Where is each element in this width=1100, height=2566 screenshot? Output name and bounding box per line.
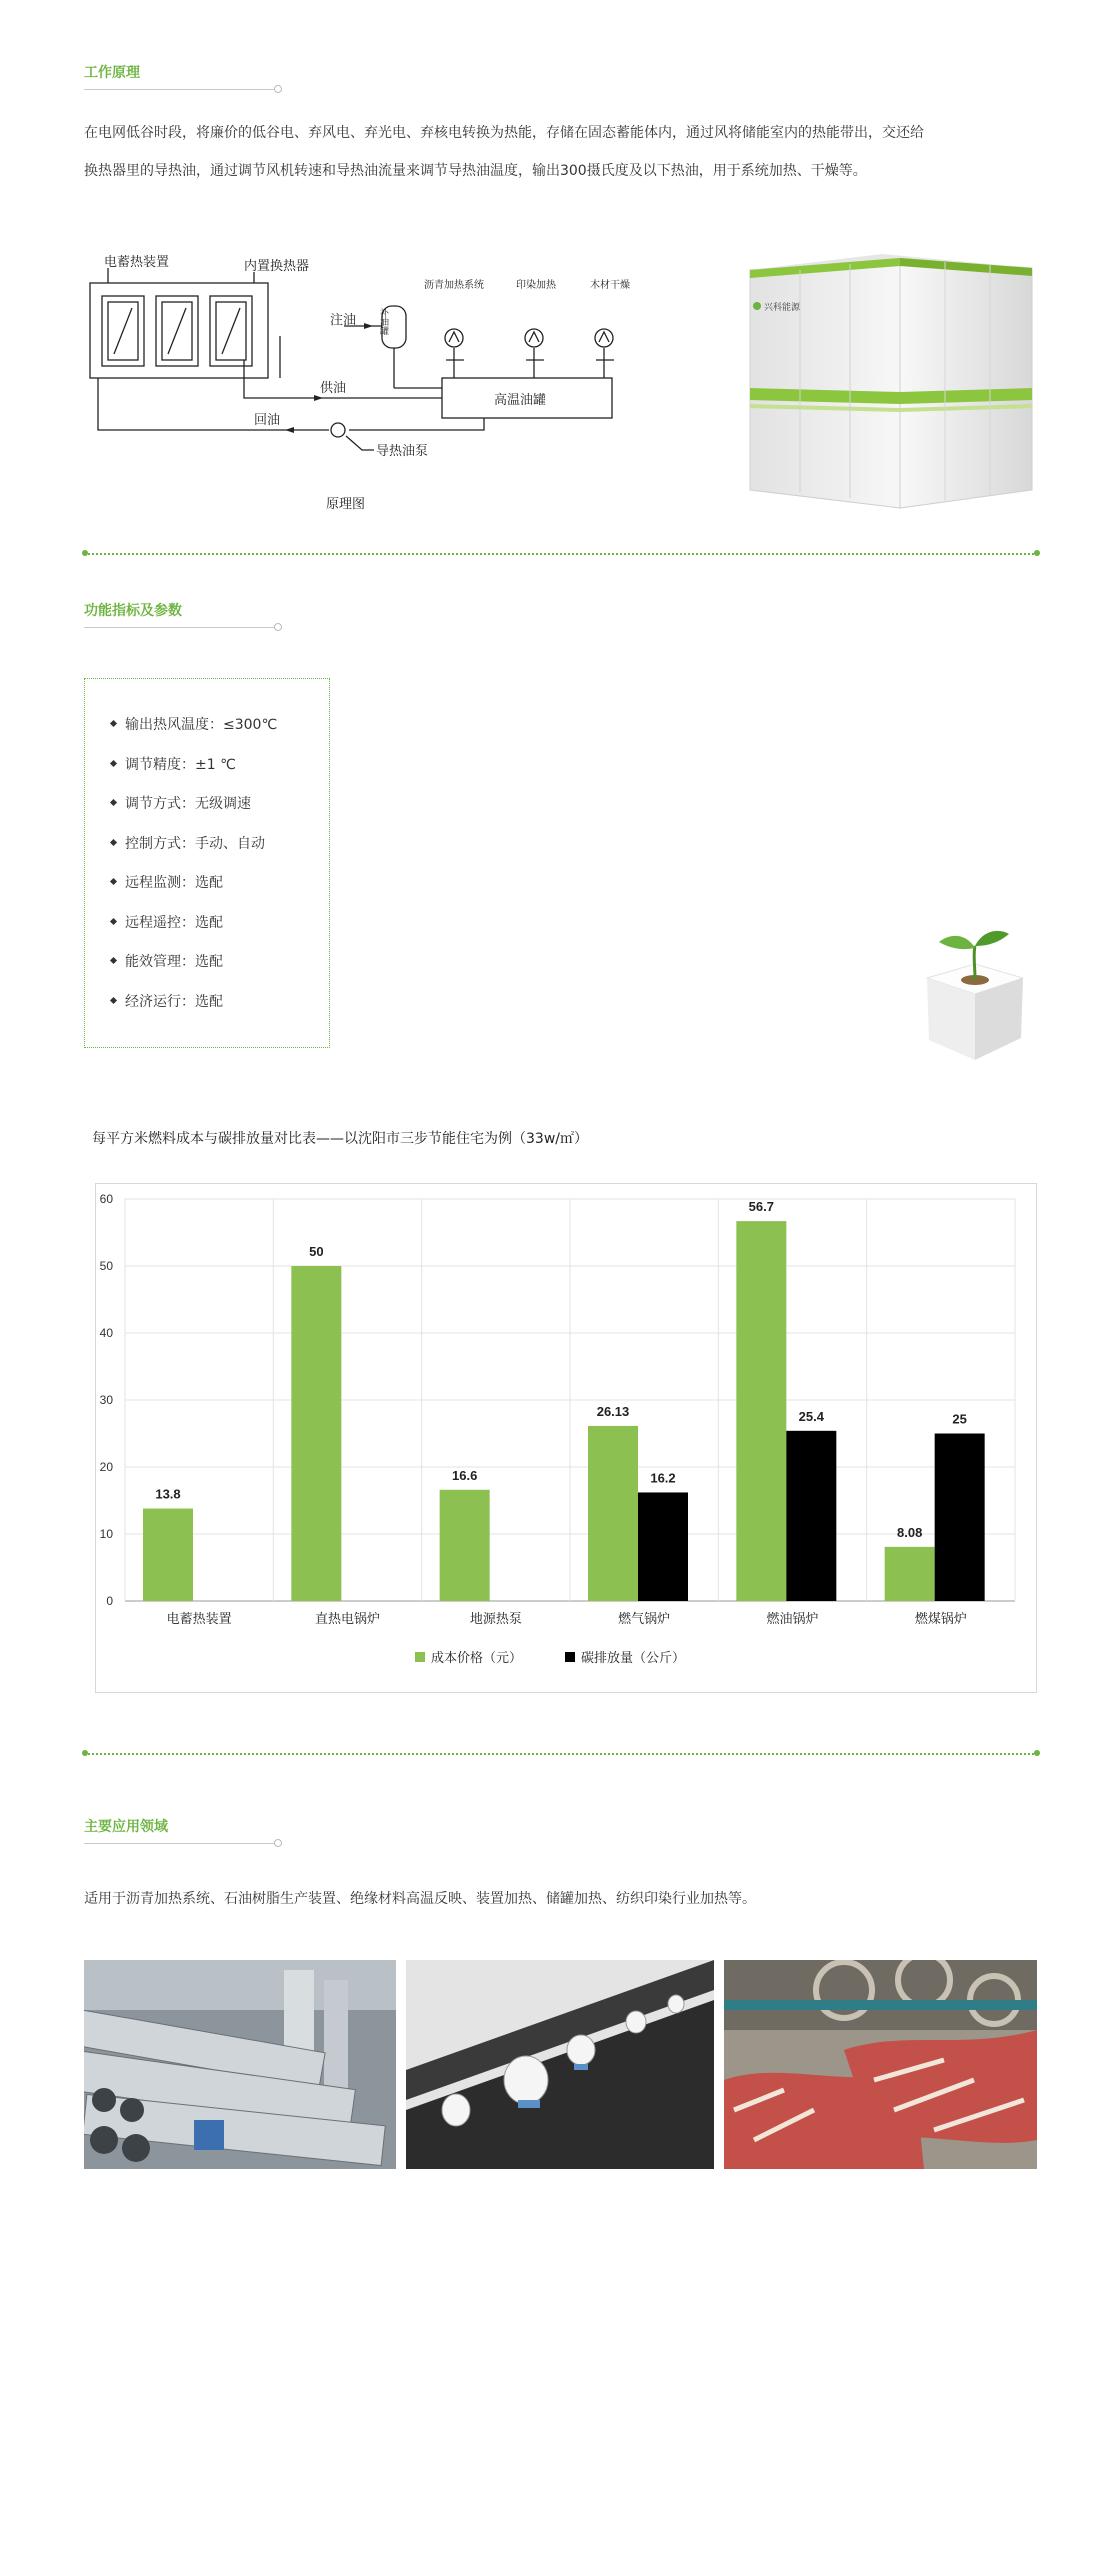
title-underline — [84, 89, 278, 90]
brand-name: 兴科能源 — [764, 302, 801, 312]
section-title-applications: 主要应用领域 — [84, 1819, 168, 1835]
underline-dot — [274, 1839, 282, 1847]
spec-item: 控制方式：手动、自动 — [111, 833, 265, 853]
data-label: 8.08 — [897, 1524, 923, 1540]
underline-dot — [274, 623, 282, 631]
label-asphalt: 沥青加热系统 — [424, 280, 484, 291]
x-tick-label: 燃煤锅炉 — [914, 1611, 967, 1626]
y-tick-label: 40 — [99, 1326, 113, 1340]
title-underline — [84, 1843, 278, 1844]
section-divider-1 — [84, 553, 1038, 555]
data-label: 13.8 — [155, 1486, 181, 1502]
principle-line-2: 换热器里的导热油，通过调节风机转速和导热油流量来调节导热油温度，输出300摄氏度及以下热油，用于系统加热、干燥等。 — [84, 163, 867, 179]
y-tick-label: 30 — [99, 1393, 113, 1407]
label-dye: 印染加热 — [516, 280, 556, 291]
chart-title: 每平方米燃料成本与碳排放量对比表——以沈阳市三步节能住宅为例（33w/㎡） — [92, 1131, 588, 1147]
principle-paragraph — [84, 114, 1044, 190]
bar — [440, 1490, 490, 1601]
applications-text: 适用于沥青加热系统、石油树脂生产装置、绝缘材料高温反映、装置加热、储罐加热、纺织印染行业加热等。 — [84, 1891, 756, 1907]
label-supply: 供油 — [320, 380, 347, 395]
spec-item: 远程监测：选配 — [111, 872, 223, 892]
spec-item: 经济运行：选配 — [111, 991, 223, 1011]
bar — [588, 1426, 638, 1601]
x-tick-label: 燃气锅炉 — [618, 1611, 671, 1626]
spec-item: 远程遥控：选配 — [111, 912, 223, 932]
spec-box — [84, 678, 330, 1048]
underline-dot — [274, 85, 282, 93]
photo-roller-machine — [406, 1960, 714, 2169]
sprout-cube-image — [915, 920, 1035, 1070]
y-tick-label: 50 — [99, 1259, 113, 1273]
label-exchanger: 内置换热器 — [244, 258, 310, 273]
principle-diagram — [84, 248, 664, 528]
principle-line-1: 在电网低谷时段，将廉价的低谷电、弃风电、弃光电、弃核电转换为热能，存储在固态蓄能体内，通过风将储能室内的热能带出，交还给 — [84, 125, 924, 141]
legend-swatch — [415, 1652, 425, 1662]
y-tick-label: 20 — [99, 1460, 113, 1474]
data-label: 26.13 — [596, 1403, 630, 1419]
label-tank-big: 高温油罐 — [494, 392, 547, 407]
data-label: 56.7 — [748, 1199, 774, 1215]
title-underline — [84, 627, 278, 628]
label-device: 电蓄热装置 — [104, 254, 170, 269]
section-divider-2 — [84, 1753, 1038, 1755]
product-cabinet-image — [740, 240, 1040, 520]
spec-item: 调节方式：无级调速 — [111, 793, 251, 813]
legend-swatch — [565, 1652, 575, 1662]
spec-item: 输出热风温度：≤300℃ — [111, 714, 277, 734]
data-label: 16.2 — [650, 1470, 676, 1486]
y-tick-label: 0 — [106, 1594, 113, 1608]
divider-dot-right — [1034, 550, 1040, 556]
y-tick-label: 10 — [99, 1527, 113, 1541]
photo-textile-printing — [724, 1960, 1037, 2169]
legend-label: 成本价格（元） — [431, 1650, 523, 1665]
bar — [736, 1221, 786, 1601]
legend-label: 碳排放量（公斤） — [581, 1650, 686, 1665]
bar — [885, 1547, 935, 1601]
bar — [291, 1266, 341, 1601]
bar-chart — [95, 1183, 1037, 1693]
label-inject: 注油 — [330, 312, 357, 327]
label-pump: 导热油泵 — [376, 443, 429, 458]
divider-dot-left — [82, 1750, 88, 1756]
label-wood: 木材干燥 — [590, 280, 630, 291]
photo-industrial-pipes — [84, 1960, 396, 2169]
section-title-principle: 工作原理 — [84, 65, 140, 81]
data-label: 16.6 — [452, 1467, 478, 1483]
brand-logo-icon — [753, 302, 761, 310]
divider-dot-left — [82, 550, 88, 556]
label-return: 回油 — [254, 412, 281, 427]
spec-item: 调节精度：±1 ℃ — [111, 754, 236, 774]
x-tick-label: 地源热泵 — [469, 1611, 522, 1626]
bar — [935, 1434, 985, 1602]
spec-item: 能效管理：选配 — [111, 951, 223, 971]
x-tick-label: 燃油锅炉 — [766, 1611, 819, 1626]
label-tank-small: 补油罐 — [379, 308, 389, 335]
divider-dot-right — [1034, 1750, 1040, 1756]
bar — [786, 1431, 836, 1601]
data-label: 50 — [309, 1244, 324, 1259]
x-tick-label: 电蓄热装置 — [166, 1611, 232, 1626]
section-title-specs: 功能指标及参数 — [84, 603, 182, 619]
data-label: 25 — [952, 1411, 967, 1427]
data-label: 25.4 — [798, 1408, 824, 1424]
bar — [143, 1509, 193, 1601]
x-tick-label: 直热电锅炉 — [314, 1611, 381, 1626]
y-tick-label: 60 — [99, 1192, 113, 1206]
bar — [638, 1492, 688, 1601]
diagram-caption: 原理图 — [326, 496, 366, 511]
